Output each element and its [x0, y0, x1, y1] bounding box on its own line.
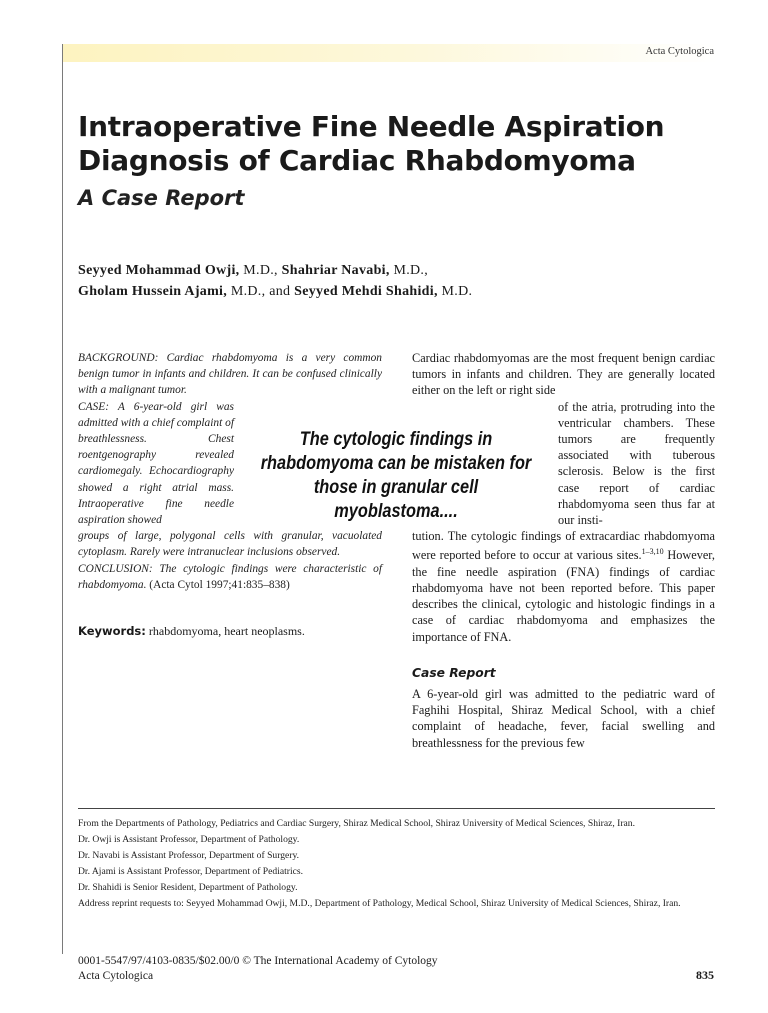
intro-text: [412, 350, 715, 645]
title-line-1: Intraoperative Fine Needle Aspiration: [78, 110, 665, 143]
author-name: Gholam Hussein Ajami,: [78, 284, 228, 299]
abstract-conclusion: CONCLUSION: The cytologic findings were characteristic of rhabdomyoma. (Acta Cytol 1997;41:835–838): [78, 562, 382, 591]
section-heading-case-report: Case Report: [412, 666, 496, 680]
page-number: 835: [696, 968, 714, 982]
article-subtitle: A Case Report: [78, 186, 245, 210]
footnote-reprint: Address reprint requests to: Seyyed Mohammad Owji, M.D., Department of Pathology, Medical School, Shiraz University of Medical Sciences, Shiraz, Iran.: [78, 898, 681, 909]
footnote-rule: [78, 808, 715, 809]
reference-superscript: 1–3,10: [641, 547, 664, 557]
author-name: Seyyed Mohammad Owji,: [78, 263, 240, 278]
header-band: [62, 44, 718, 62]
abstract-case-continued: groups of large, polygonal cells with granular, vacuolated cytoplasm. Rarely were intranuclear inclusions observed.: [78, 530, 382, 559]
intro-paragraph-part3: tution. The cytologic findings of extracardiac rhabdomyoma were reported before to occur at various sites.$^{1-3,10}$ However, the fine needle aspiration (FNA) findings of cardiac rhabdomyoma have not been reported before. This paper describes the clinical, cytologic and histologic findings in a case of cardiac rhabdomyoma and emphasizes the importance of FNA.: [412, 529, 715, 644]
citation: (Acta Cytol 1997;41:835–838): [146, 578, 290, 591]
author-name: Seyyed Mehdi Shahidi,: [294, 284, 438, 299]
keywords: [78, 624, 305, 639]
footnote-author: Dr. Shahidi is Senior Resident, Department of Pathology.: [78, 882, 298, 893]
author-list: Seyyed Mohammad Owji, M.D., Shahriar Navabi, M.D., Gholam Hussein Ajami, M.D., and Seyyed Mehdi Shahidi, M.D.: [78, 263, 473, 299]
title-line-2: Diagnosis of Cardiac Rhabdomyoma: [78, 144, 636, 177]
article-title: [78, 110, 664, 178]
intro-paragraph-part2: of the atria, protruding into the ventricular chambers. These tumors are frequently associated with tuberous sclerosis. Below is the first case report of cardiac rhabdomyoma seen thus far at our insti-: [558, 399, 715, 528]
footnote-author: Dr. Ajami is Assistant Professor, Department of Pediatrics.: [78, 866, 304, 877]
journal-header: Acta Cytologica: [645, 46, 714, 57]
journal-footer: Acta Cytologica: [78, 970, 154, 982]
footnote-author: Dr. Owji is Assistant Professor, Department of Pathology.: [78, 834, 300, 845]
footnote-author: Dr. Navabi is Assistant Professor, Department of Surgery.: [78, 850, 300, 861]
copyright-block: [78, 954, 438, 984]
footnote-affiliation: From the Departments of Pathology, Pediatrics and Cardiac Surgery, Shiraz Medical School, Shiraz University of Medical Sciences, Shiraz, Iran.: [78, 818, 636, 829]
pull-quote: The cytologic findings in rhabdomyoma can be mistaken for those in granular cell myoblastoma....: [260, 429, 532, 522]
case-report-text: A 6-year-old girl was admitted to the pediatric ward of Faghihi Hospital, Shiraz Medical School, with a chief complaint of headache, fever, facial swelling and breathlessness for the previous few: [412, 687, 715, 750]
copyright-line: 0001-5547/97/4103-0835/$02.00/0 © The International Academy of Cytology: [78, 955, 438, 967]
intro-paragraph-part1: Cardiac rhabdomyomas are the most frequent benign cardiac tumors in infants and children. They are generally located either on the left or right side: [412, 351, 715, 398]
abstract-case: CASE: A 6-year-old girl was admitted with a chief complaint of breathlessness. Chest roentgenography revealed cardiomegaly. Echocardiography showed a right atrial mass. Intraoperative fine needle aspiration showed: [78, 400, 234, 527]
abstract-background: BACKGROUND: Cardiac rhabdomyoma is a very common benign tumor in infants and children. It can be confused clinically with a malignant tumor.: [78, 352, 382, 397]
author-name: Shahriar Navabi,: [281, 263, 390, 278]
keywords-text: rhabdomyoma, heart neoplasms.: [145, 624, 305, 638]
footnotes: [78, 816, 715, 912]
vertical-rule: [62, 44, 63, 954]
keywords-label: Keywords:: [78, 624, 146, 638]
